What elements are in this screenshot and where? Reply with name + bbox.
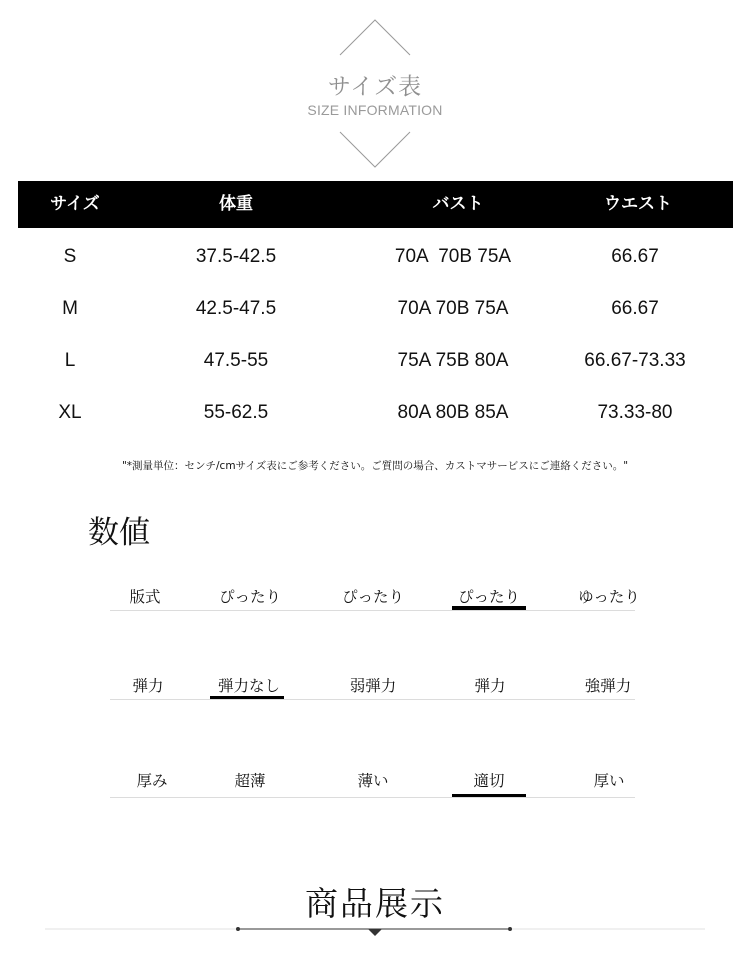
waist-cell: 66.67	[611, 246, 659, 267]
parameter-option: ぴったり	[218, 588, 281, 606]
parameter-option: 超薄	[234, 772, 266, 790]
waist-cell: 66.67	[611, 298, 659, 319]
footer-divider-decoration	[0, 915, 750, 945]
size-chart-title: サイズ表	[327, 74, 423, 100]
table-row	[0, 341, 750, 381]
parameter-label: 弾力	[132, 677, 164, 695]
parameter-row-elasticity	[0, 674, 750, 714]
parameter-option: 弱弾力	[349, 677, 397, 695]
table-row	[0, 393, 750, 433]
bust-cell: 75A 75B 80A	[397, 350, 509, 371]
column-header-bust: バスト	[432, 194, 484, 214]
waist-cell: 66.67-73.33	[584, 350, 686, 371]
parameter-option: ゆったり	[578, 588, 640, 606]
parameter-option-selected: 適切	[473, 772, 505, 790]
parameter-option: 薄い	[357, 772, 389, 790]
weight-cell: 42.5-47.5	[195, 298, 277, 319]
size-chart-subtitle: SIZE INFORMATION	[307, 102, 443, 118]
parameter-option: 弾力	[474, 677, 506, 695]
size-cell: XL	[58, 402, 82, 423]
parameter-option: ぴったり	[341, 588, 404, 606]
parameter-option: 厚い	[593, 772, 625, 790]
size-cell: M	[62, 298, 78, 319]
parameter-row-thickness	[0, 769, 750, 809]
size-table-header	[18, 181, 733, 228]
column-header-size: サイズ	[50, 194, 100, 214]
row-divider	[110, 797, 635, 798]
parameter-option: 強弾力	[584, 677, 632, 695]
column-header-weight: 体重	[219, 194, 253, 214]
parameter-option-selected: 弾力なし	[217, 677, 280, 695]
parameter-option-selected: ぴったり	[457, 588, 520, 606]
product-display-title: 商品展示	[305, 884, 445, 923]
weight-cell: 55-62.5	[203, 402, 269, 423]
size-cell: S	[63, 246, 77, 267]
parameter-label: 版式	[129, 588, 161, 606]
row-divider	[110, 610, 635, 611]
table-row	[0, 237, 750, 277]
table-row	[0, 289, 750, 329]
waist-cell: 73.33-80	[597, 402, 673, 423]
weight-cell: 37.5-42.5	[195, 246, 277, 267]
parameter-label: 厚み	[136, 772, 168, 790]
parameter-row-fit	[0, 585, 750, 625]
size-cell: L	[64, 350, 76, 371]
parameters-title: 数値	[88, 515, 150, 551]
bust-cell: 70A 70B 75A	[397, 298, 509, 319]
row-divider	[110, 699, 635, 700]
weight-cell: 47.5-55	[203, 350, 269, 371]
bust-cell: 70A 70B 75A	[394, 246, 512, 267]
measurement-footnote: "*測量単位：センチ/cmサイズ表にご参考ください。ご質問の場合、カストマサービスにご連絡ください。"	[121, 460, 629, 472]
column-header-waist: ウエスト	[604, 194, 672, 214]
bust-cell: 80A 80B 85A	[397, 402, 509, 423]
